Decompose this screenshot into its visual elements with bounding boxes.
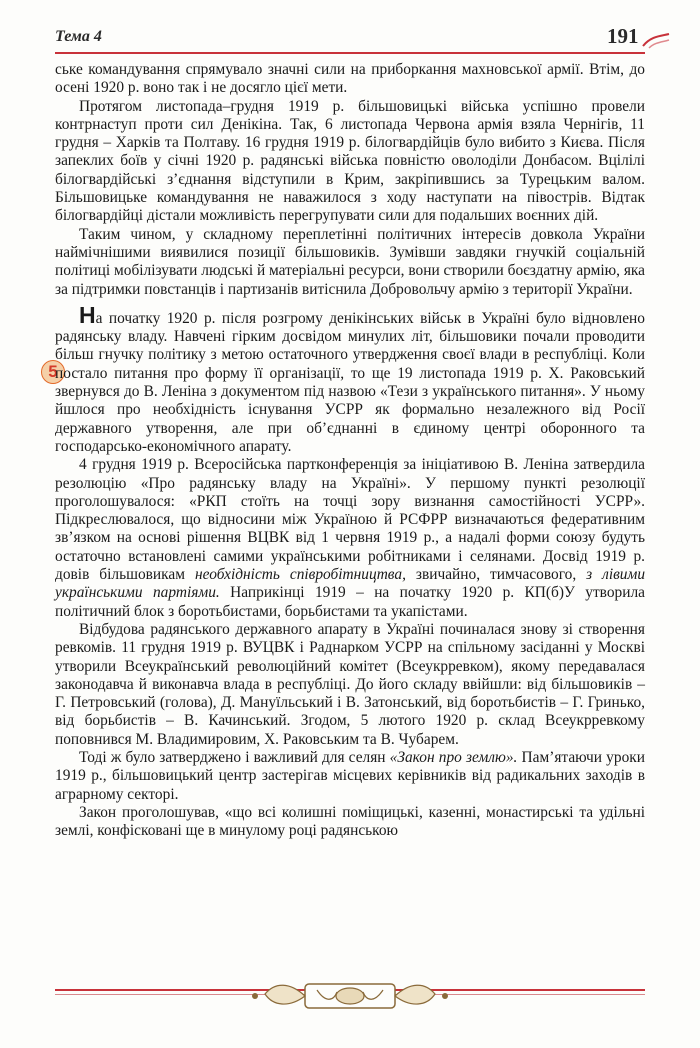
header-rule	[55, 52, 645, 54]
page-number: 191	[607, 24, 639, 48]
topic-label: Тема 4	[55, 28, 102, 45]
text-run: звичайно, тимчасового,	[405, 566, 587, 584]
paragraph: Відбудова радянського державного апарату в Україні починалася знову зі створення ревкомів. 11 грудня 1919 р. ВУЦВК і Раднарком УСРР на спільному засіданні у Москві утворили Всеукраїнський революційний комітет (Всеукрревком), якому передавалася законодавча й виконавча влада в республіці. До його складу ввійшли: від більшовиків – Г. Петровський (голова), Д. Мануїльський і В. Затонський, від боротьбистів – Г. Гринько, від борьбистів – В. Качинський. Згодом, 5 лютого 1920 р. склад Всеукрревкому поповнився М. Владимировим, Х. Раковським та В. Чубарем.	[55, 620, 645, 748]
paragraph: Протягом листопада–грудня 1919 р. більшовицькі війська успішно провели контрнаступ проти сил Денікіна. Так, 6 листопада Червона армія взяла Чернігів, 11 грудня – Харків та Полтаву. 16 грудня 1919 р. білогвардійців було вибито з Києва. Після запеклих боїв у січні 1920 р. радянські війська повністю оволоділи Донбасом. Вцілілі білогвардійські з’єднання відступили в Крим, закріпившись за Турецьким валом. Більшовицьке командування не наважилося з ходу наступати на півострів. Відтак білогвардійці дістали можливість перегрупувати сили для подальших воєнних дій.	[55, 97, 645, 225]
text-run: Тоді ж було затверджено і важливий для селян	[79, 748, 390, 766]
paragraph: Таким чином, у складному переплетінні політичних інтересів довкола України наймічнішими виявилися позиції більшовиків. Зумівши завдяки гнучкій соціальній політиці мобілізувати людські й матеріальні ресурси, вони створили боєздатну армію, яка за підтримки повстанців і партизанів витіснила Добровольчу армію з території України.	[55, 225, 645, 298]
emphasis: «Закон про землю».	[389, 748, 518, 766]
section-number: 5	[48, 362, 58, 381]
text-run: 4 грудня 1919 р. Всеросійська партконференція за ініціативою В. Леніна затвердила резолюцію «Про радянську владу на Україні». У першому пункті резолюції проголошувалося: «РКП стоїть на точці зору визнання самостійності УСРР». Підкреслювалося, що відносини між Україною й РСФРР визначаються федеративним зв’язком на основі рішення ВЦВК від 1 червня 1919 р., а надалі форми союзу будуть остаточно встановлені самими українськими робітниками і селянами. Досвід 1919 р. довів більшовикам	[55, 456, 645, 584]
ornament-icon	[245, 976, 455, 1016]
emphasis: необхідність співробітництва,	[194, 566, 406, 584]
paragraph	[55, 749, 645, 804]
text-run: Пам’ятаючи уроки 1919 р., більшовицький центр застерігав місцевих керівників від радикальних заходів в аграрному секторі.	[55, 748, 645, 803]
paragraph	[55, 456, 645, 621]
page-header	[0, 0, 700, 60]
paragraph: Закон проголошував, «що всі колишні поміщицькі, казенні, монастирські та удільні землі, конфісковані ще в минулому році радянською	[55, 803, 645, 840]
emphasis: з лівими українськими партіями.	[55, 566, 646, 602]
text-run: Наприкінці 1919 – на початку 1920 р. КП(б)У утворила політичний блок з боротьбистами, борьбистами та укапістами.	[55, 584, 645, 620]
paragraph: ське командування спрямувало значні сили на приборкання махновської армії. Втім, до осені 1920 р. воно так і не досягло цієї мети.	[55, 61, 645, 97]
page-body	[55, 61, 645, 840]
drop-cap: Н	[79, 301, 96, 328]
corner-flourish-icon	[641, 32, 671, 50]
paragraph-text: а початку 1920 р. після розгрому денікінських військ в Україні було відновлено радянську владу. Навчені гірким досвідом минулих літ, більшовики почали проводити більш гнучку політику з метою остаточного утвердження своєї влади в республіці. Коли постало питання про форму її організації, то ще 19 листопада 1919 р. Х. Раковський звернувся до В. Леніна з документом під назвою «Тези з українського питання». У ньому йшлося про необхідність існування УСРР як формально незалежного від Росії державного утворення, але при об’єднанні в єдиному центрі оборонного та господарсько-економічного апарату.	[55, 309, 645, 455]
section-first-paragraph	[55, 301, 645, 456]
